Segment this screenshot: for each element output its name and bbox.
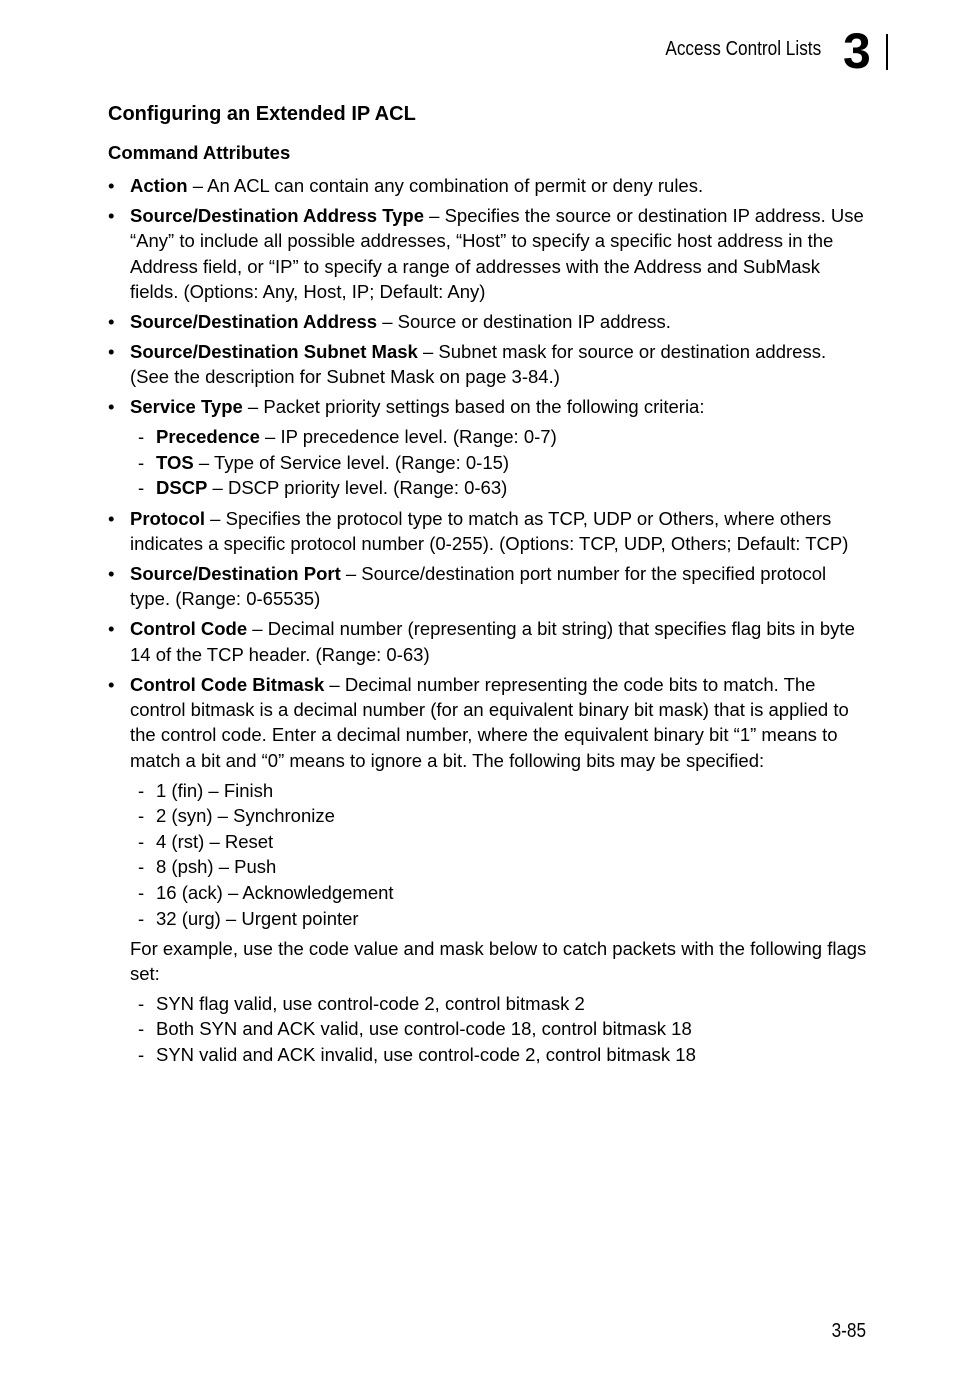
bullet-icon: • (108, 563, 115, 585)
sub-list-item (108, 1042, 868, 1068)
attribute-term: Control Code Bitmask (130, 673, 325, 695)
dash-icon: - (138, 1018, 145, 1040)
sub-term: DSCP (156, 477, 208, 499)
attribute-term: Source/Destination Port (130, 563, 341, 585)
bullet-icon: • (108, 204, 115, 226)
sub-description: 8 (psh) – Push (156, 856, 277, 878)
bullet-icon: • (108, 310, 115, 332)
running-header-title: Access Control Lists (665, 38, 821, 60)
bullet-icon: • (108, 340, 115, 362)
list-item (108, 309, 868, 334)
sub-description: – IP precedence level. (Range: 0-7) (259, 426, 557, 448)
dash-icon: - (138, 830, 145, 852)
list-item (108, 672, 868, 773)
list-item (108, 616, 868, 667)
attribute-term: Source/Destination Subnet Mask (130, 340, 418, 362)
attribute-term: Source/Destination Address (130, 310, 378, 332)
section-title: Configuring an Extended IP ACL (108, 103, 416, 125)
sub-list-item (108, 424, 868, 450)
list-item (108, 506, 868, 557)
sub-list-item (108, 450, 868, 476)
example-sublist (108, 991, 868, 1068)
chapter-divider (886, 34, 888, 70)
dash-icon: - (138, 907, 145, 929)
dash-icon: - (138, 779, 145, 801)
sub-list-item (108, 829, 868, 855)
sub-list-item (108, 880, 868, 906)
list-item (108, 394, 868, 419)
sub-description: 4 (rst) – Reset (156, 830, 274, 852)
dash-icon: - (138, 881, 145, 903)
dash-icon: - (138, 451, 145, 473)
sub-list-item (108, 778, 868, 804)
sub-description: 1 (fin) – Finish (156, 779, 274, 801)
sub-description: 32 (urg) – Urgent pointer (156, 907, 359, 929)
dash-icon: - (138, 1043, 145, 1065)
bullet-icon: • (108, 673, 115, 695)
attribute-description: – An ACL can contain any combination of permit or deny rules. (187, 175, 704, 196)
list-item (108, 339, 868, 390)
chapter-number: 3 (843, 23, 871, 79)
attribute-description: – Packet priority settings based on the following criteria: (242, 396, 705, 418)
bullet-icon: • (108, 175, 115, 196)
sub-description: SYN flag valid, use control-code 2, control bitmask 2 (156, 992, 585, 1014)
attribute-description: – Decimal number representing the code bits to match. The control bitmask is a decimal number (for an equivalent binary bit mask) that is applied to the control code. Enter a decimal number, where the equivalent binary bit “1” means to match a bit and “0” means to ignore a bit. The following bits may be specified: (130, 673, 849, 771)
sub-list-item (108, 803, 868, 829)
attribute-list (108, 173, 868, 1073)
dash-icon: - (138, 992, 145, 1014)
attribute-term: Protocol (130, 507, 206, 529)
dash-icon: - (138, 426, 145, 448)
bullet-icon: • (108, 396, 115, 418)
sub-description: 16 (ack) – Acknowledgement (156, 881, 394, 903)
service-type-sublist (108, 424, 868, 501)
dash-icon: - (138, 805, 145, 827)
dash-icon: - (138, 856, 145, 878)
control-bits-sublist (108, 778, 868, 932)
attribute-term: Control Code (130, 618, 248, 640)
example-paragraph: For example, use the code value and mask below to catch packets with the following flags set: (130, 938, 867, 985)
attribute-description: – Decimal number (representing a bit string) that specifies flag bits in byte 14 of the TCP header. (Range: 0-63) (130, 618, 855, 665)
attribute-description: – Source or destination IP address. (377, 310, 671, 332)
sub-description: – Type of Service level. (Range: 0-15) (193, 451, 510, 473)
list-item (108, 203, 868, 304)
attribute-term: Source/Destination Address Type (130, 204, 425, 226)
attribute-description: – Subnet mask for source or destination address. (See the description for Subnet Mask on page 3-84.) (130, 340, 827, 388)
attribute-description: – Specifies the protocol type to match as TCP, UDP or Others, where others indicates a specific protocol number (0-255). (Options: TCP, UDP, Others; Default: TCP) (130, 507, 849, 555)
sub-list-item (108, 991, 868, 1017)
sub-description: – DSCP priority level. (Range: 0-63) (207, 477, 508, 499)
sub-list-item (108, 906, 868, 932)
sub-description: Both SYN and ACK valid, use control-code 18, control bitmask 18 (156, 1018, 692, 1040)
sub-description: 2 (syn) – Synchronize (156, 805, 335, 827)
list-item (108, 173, 868, 198)
attribute-term: Action (130, 175, 188, 196)
list-item (108, 561, 868, 612)
attribute-description: – Source/destination port number for the specified protocol type. (Range: 0-65535) (130, 563, 827, 610)
sub-description: SYN valid and ACK invalid, use control-code 2, control bitmask 18 (156, 1043, 696, 1065)
attribute-description: – Specifies the source or destination IP address. Use “Any” to include all possible addresses, “Host” to specify a specific host address in the Address field, or “IP” to specify a range of addresses with the Address and SubMask fields. (Options: Any, Host, IP; Default: Any) (130, 204, 864, 302)
bullet-icon: • (108, 507, 115, 529)
attribute-term: Service Type (130, 396, 243, 418)
sub-list-item (108, 475, 868, 501)
dash-icon: - (138, 477, 145, 499)
sub-term: Precedence (156, 426, 260, 448)
sub-list-item (108, 854, 868, 880)
sub-list-item (108, 1016, 868, 1042)
bullet-icon: • (108, 618, 115, 640)
subsection-title: Command Attributes (108, 142, 291, 163)
sub-term: TOS (156, 451, 194, 473)
page-number: 3-85 (831, 1320, 866, 1342)
